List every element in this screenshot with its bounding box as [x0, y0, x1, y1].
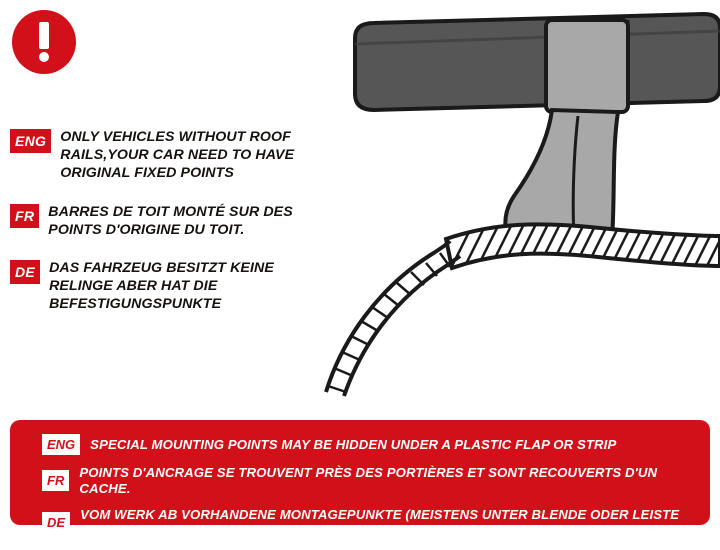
notes-list — [10, 128, 340, 333]
note-row-eng — [10, 128, 340, 183]
banner-lang-tag-de: DE — [42, 512, 70, 533]
banner-text-eng: SPECIAL MOUNTING POINTS MAY BE HIDDEN UNDER A PLASTIC FLAP OR STRIP — [90, 436, 617, 452]
door-frame-outline — [326, 241, 460, 396]
roof-bar-shape — [355, 14, 720, 110]
banner-row-eng — [42, 434, 692, 455]
note-text-eng: ONLY VEHICLES WITHOUT ROOF RAILS,YOUR CAR NEED TO HAVE ORIGINAL FIXED POINTS — [60, 129, 295, 182]
roof-bar-diagram — [300, 0, 720, 410]
exclamation-icon — [12, 10, 76, 74]
support-foot-shape — [505, 110, 618, 238]
exclamation-dot — [39, 52, 49, 62]
banner-row-fr — [42, 465, 692, 497]
clamp-block-shape — [546, 20, 628, 112]
note-lang-tag-fr: FR — [10, 204, 39, 228]
note-text-de: DAS FAHRZEUG BESITZT KEINE RELINGE ABER HAT DIE BEFESTIGUNGSPUNKTE — [49, 259, 274, 313]
exclamation-bar — [39, 22, 49, 49]
banner-text-fr: POINTS D'ANCRAGE SE TROUVENT PRÈS DES PORTIÈRES ET SONT RECOUVERTS D'UN CACHE. — [79, 465, 658, 496]
banner-text-de: VOM WERK AB VORHANDENE MONTAGEPUNKTE (MEISTENS UNTER BLENDE ODER LEISTE VERSTECKT) — [80, 506, 680, 538]
note-lang-tag-eng: ENG — [10, 129, 51, 153]
note-row-de — [10, 259, 340, 314]
banner-lang-tag-fr: FR — [42, 470, 69, 491]
bottom-banner — [10, 420, 710, 538]
note-text-fr: BARRES DE TOIT MONTÉ SUR DES POINTS D'ORIGINE DU TOIT. — [48, 203, 293, 238]
note-lang-tag-de: DE — [10, 260, 40, 284]
note-row-fr — [10, 203, 340, 239]
banner-lang-tag-eng: ENG — [42, 434, 80, 455]
banner-row-de — [42, 507, 692, 539]
exclamation-glyph — [39, 22, 49, 62]
